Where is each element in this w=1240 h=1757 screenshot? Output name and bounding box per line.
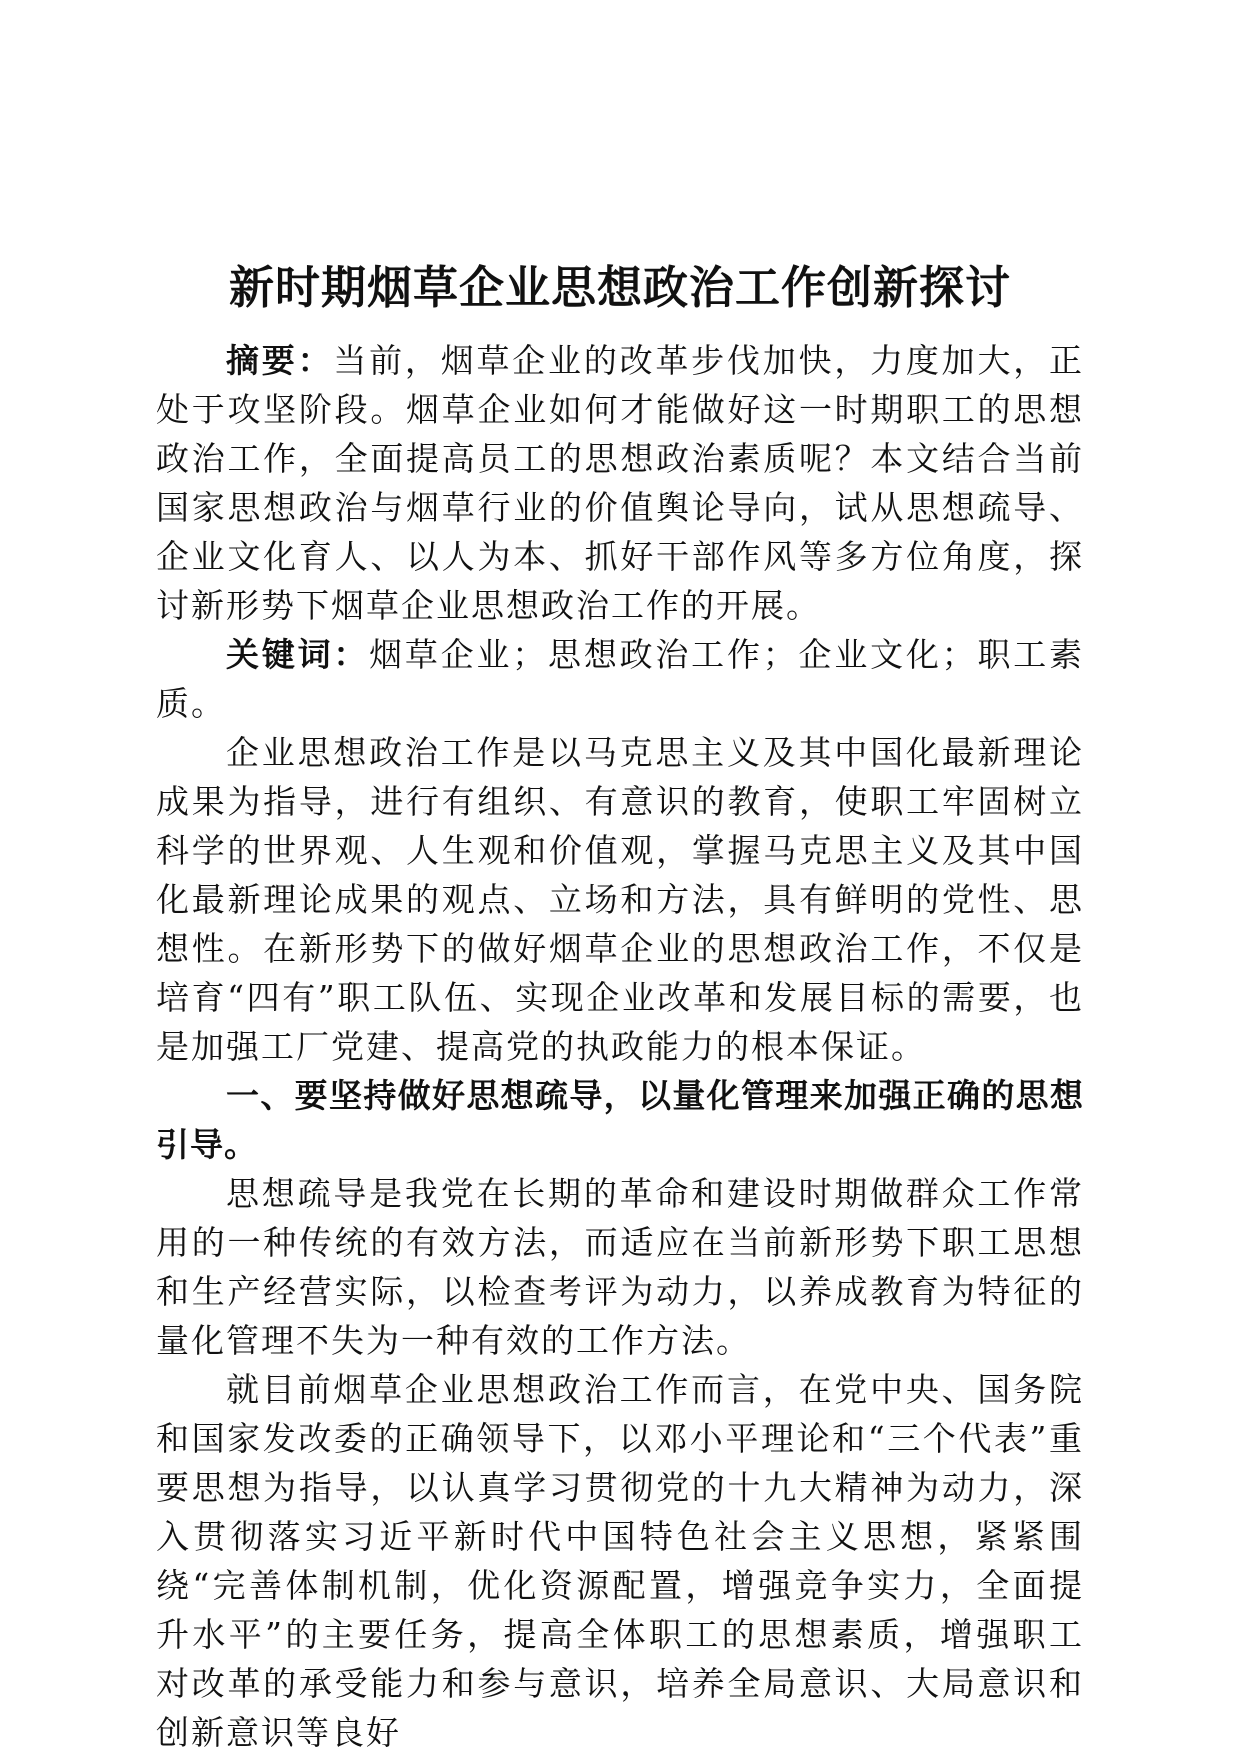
- section-paragraph: 思想疏导是我党在长期的革命和建设时期做群众工作常用的一种传统的有效方法，而适应在当前新形势下职工思想和生产经营实际，以检查考评为动力，以养成教育为特征的量化管理不失为一种有效的工作方法。: [156, 1174, 1084, 1360]
- keywords-label: 关键词：: [226, 635, 370, 674]
- document-title: 新时期烟草企业思想政治工作创新探讨: [228, 261, 1011, 314]
- section-paragraph: 就目前烟草企业思想政治工作而言，在党中央、国务院和国家发改委的正确领导下，以邓小平理论和“三个代表”重要思想为指导，以认真学习贯彻党的十九大精神为动力，深入贯彻落实习近平新时代中国特色社会主义思想，紧紧围绕“完善体制机制，优化资源配置，增强竞争实力，全面提升水平”的主要任务，提高全体职工的思想素质，增强职工对改革的承受能力和参与意识，培养全局意识、大局意识和创新意识等良好: [156, 1370, 1084, 1752]
- abstract-text: 当前，烟草企业的改革步伐加快，力度加大，正处于攻坚阶段。烟草企业如何才能做好这一时期职工的思想政治工作，全面提高员工的思想政治素质呢？本文结合当前国家思想政治与烟草行业的价值舆论导向，试从思想疏导、企业文化育人、以人为本、抓好干部作风等多方位角度，探讨新形势下烟草企业思想政治工作的开展。: [156, 341, 1085, 625]
- keywords-text: 烟草企业；思想政治工作；企业文化；职工素质。: [156, 635, 1085, 723]
- intro-paragraph: 企业思想政治工作是以马克思主义及其中国化最新理论成果为指导，进行有组织、有意识的教育，使职工牢固树立科学的世界观、人生观和价值观，掌握马克思主义及其中国化最新理论成果的观点、立场和方法，具有鲜明的党性、思想性。在新形势下的做好烟草企业的思想政治工作，不仅是培育“四有”职工队伍、实现企业改革和发展目标的需要，也是加强工厂党建、提高党的执政能力的根本保证。: [156, 733, 1084, 1066]
- keywords-paragraph: [156, 630, 1084, 728]
- section-heading: 一、要坚持做好思想疏导，以量化管理来加强正确的思想引导。: [156, 1076, 1084, 1164]
- document-body: [156, 336, 1084, 1757]
- abstract-paragraph: [156, 336, 1084, 630]
- abstract-label: 摘要：: [226, 341, 334, 380]
